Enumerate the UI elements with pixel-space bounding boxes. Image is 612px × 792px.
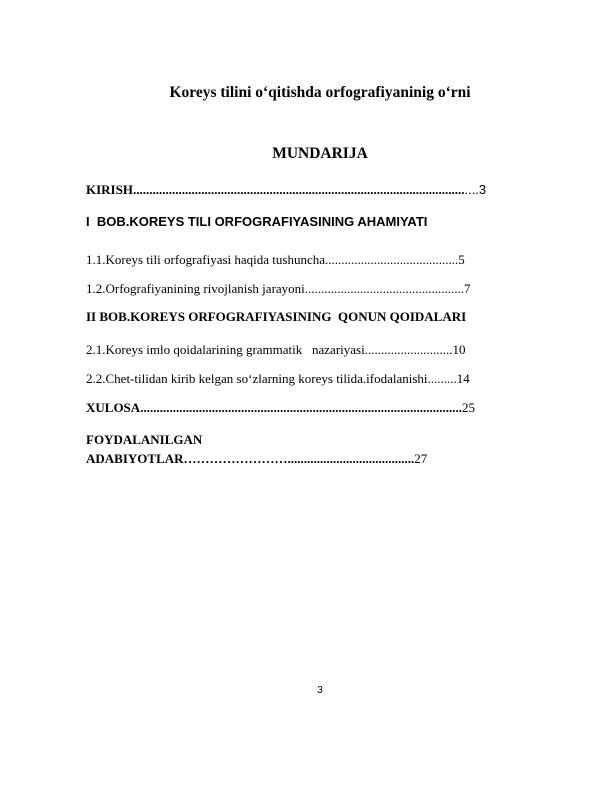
page-number: 3 [317, 685, 323, 696]
toc-entry-text: II BOB.KOREYS ORFOGRAFIYASINING QONUN QOIDALARI [86, 309, 467, 324]
toc-entry-text: ADABIYOTLAR [86, 451, 184, 466]
toc-entry-text: XULOSA [86, 400, 141, 415]
toc-leader: ......... [427, 371, 457, 386]
toc-leader: …………………… [183, 451, 288, 466]
toc-entry-xulosa [86, 400, 475, 416]
toc-page-number: 5 [458, 252, 465, 267]
toc-entry-adabiyotlar [86, 451, 427, 467]
document-title: Koreys tilini o‘qitishda orfografiyaninig o‘rni [169, 84, 471, 101]
toc-entry-text: FOYDALANILGAN [86, 432, 203, 447]
toc-entry-text: 1.1.Koreys tili orfografiyasi haqida tushuncha [86, 252, 325, 267]
toc-leader: ......................................... [325, 252, 459, 267]
toc-chapter-1 [86, 214, 427, 230]
toc-entry-1-1 [86, 252, 465, 268]
toc-page-number: 27 [414, 451, 428, 466]
toc-entry-text: 2.2.Chet-tilidan kirib kelgan so‘zlarning koreys tilida.ifodalanishi [86, 371, 428, 386]
toc-heading: MUNDARIJA [272, 145, 368, 162]
toc-leader: ....................................... [287, 451, 415, 466]
toc-page-number: 10 [452, 342, 466, 357]
toc-entry-text: 2.1.Koreys imlo qoidalarining grammatik nazariyasi [86, 342, 365, 357]
toc-leader: ...................................................................................................... [132, 182, 465, 197]
toc-entry-text: KIRISH [86, 182, 133, 197]
toc-page-number: 14 [456, 371, 470, 386]
toc-chapter-2 [86, 309, 466, 325]
toc-entry-2-1 [86, 342, 465, 358]
toc-entry-text: I BOB.KOREYS TILI ORFOGRAFIYASINING AHAMIYATI [86, 214, 428, 229]
toc-entry-1-2 [86, 281, 471, 297]
toc-page-number: ....3 [464, 182, 487, 197]
toc-page-number: 25 [461, 400, 475, 415]
toc-leader: ........................... [364, 342, 453, 357]
toc-leader: ................................................................................................... [140, 400, 462, 415]
toc-leader: ................................................. [304, 281, 465, 296]
toc-entry-kirish [86, 182, 486, 198]
toc-entry-foydalanilgan [86, 432, 202, 448]
toc-entry-2-2 [86, 371, 470, 387]
toc-page-number: 7 [464, 281, 471, 296]
toc-entry-text: 1.2.Orfografiyanining rivojlanish jarayoni [86, 281, 305, 296]
